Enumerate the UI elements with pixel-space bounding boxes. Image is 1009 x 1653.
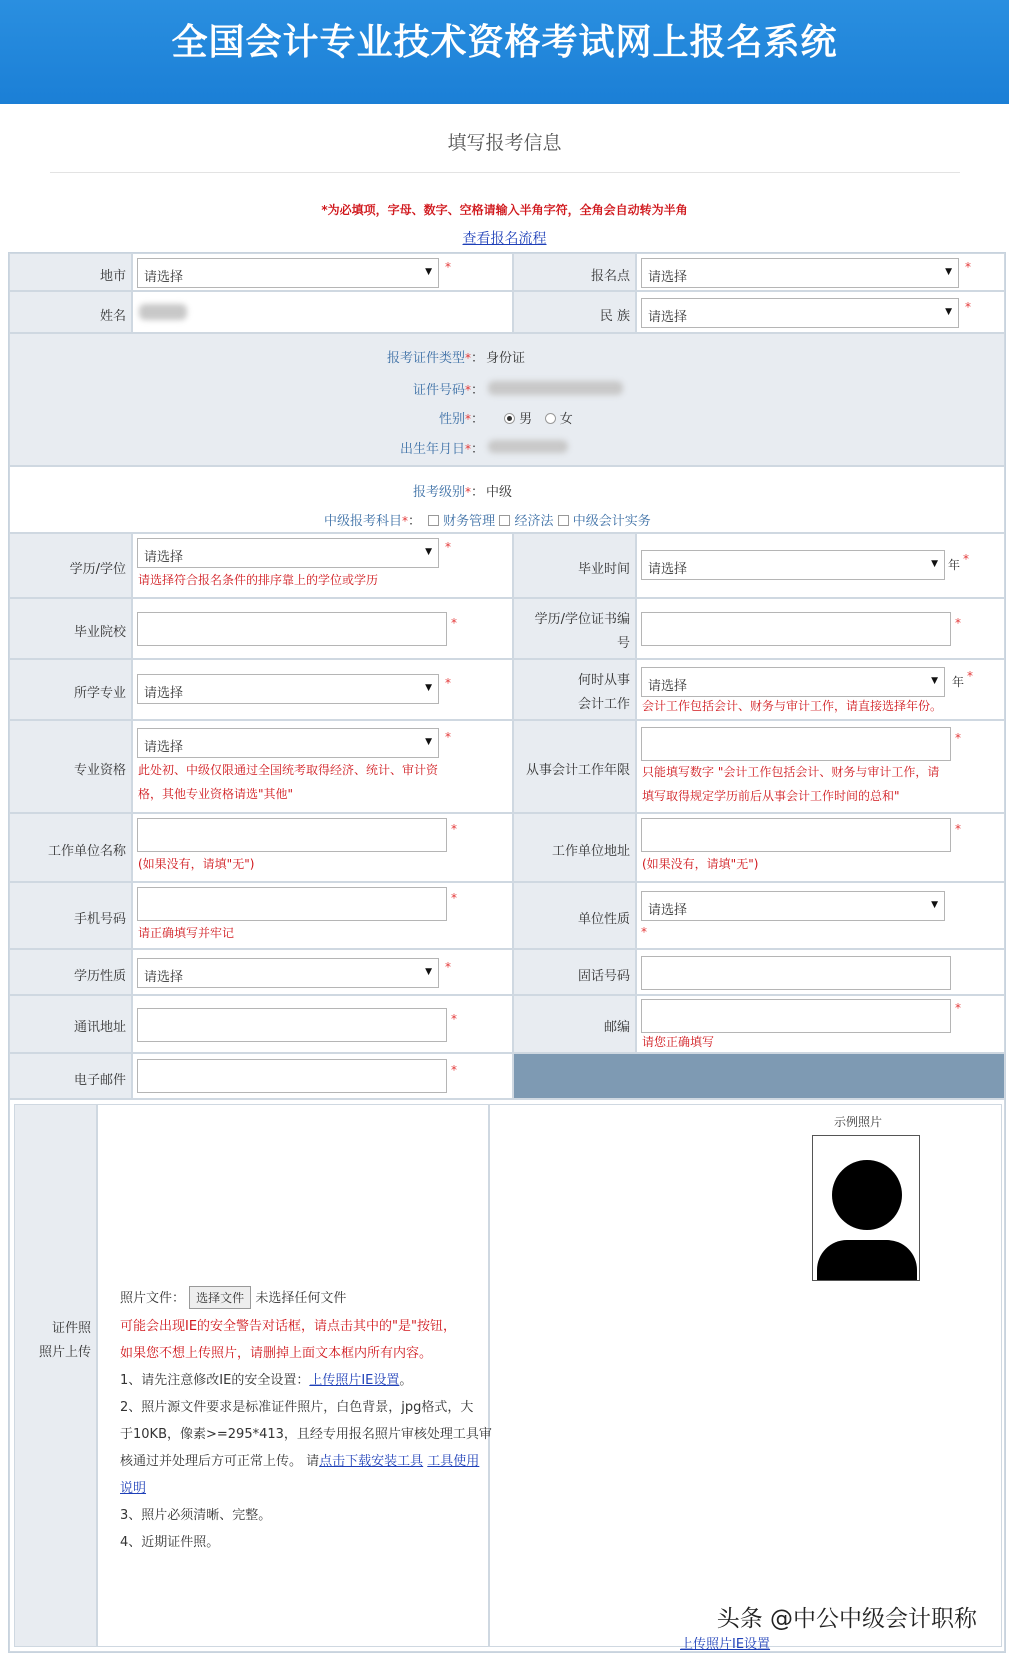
warn-line2: 如果您不想上传照片，请删掉上面文本框内所有内容。 [120,1346,433,1361]
gender-radio-group [504,408,573,427]
grad-time-select[interactable] [641,550,945,580]
chevron-down-icon: ▼ [945,267,952,277]
no-file-text: 未选择任何文件 [255,1291,347,1306]
edu-type-input-cell [132,949,513,995]
mobile-hint: 请正确填写并牢记 [138,926,235,940]
colon: ： [470,383,484,398]
major-select[interactable] [137,674,439,704]
required-mark: * [401,514,408,528]
photo-label-line2: 照片上传 [38,1345,91,1360]
major-input-cell [132,659,513,720]
required-mark: * [955,616,961,630]
page-title: 填写报考信息 [447,132,562,154]
title-divider [50,172,960,173]
subject-label: 中级会计实务 [572,514,651,529]
required-mark: * [464,412,471,426]
cert-no-label-line2: 号 [616,636,630,651]
work-years-label-cell [513,720,636,813]
chevron-down-icon: ▼ [945,307,952,317]
gender-male-radio[interactable] [504,413,515,424]
required-mark: * [965,260,971,274]
qualification-label-cell [9,720,132,813]
unit-type-select-value: 请选择 [648,903,688,918]
employer-input[interactable] [137,818,447,852]
level-label-group [413,481,484,500]
major-label-cell [9,659,132,720]
subjects-label: 中级报考科目 [323,514,402,529]
work-start-label-line1: 何时从事 [577,673,630,688]
school-input[interactable] [137,612,447,646]
required-mark: * [451,1063,457,1077]
postcode-input-cell [636,995,1005,1053]
major-label: 所学专业 [73,686,126,701]
chevron-down-icon: ▼ [425,547,432,557]
employer-input-cell [132,813,513,882]
qualification-select[interactable] [137,728,439,758]
work-start-label-line2: 会计工作 [577,697,630,712]
school-input-cell [132,598,513,659]
mobile-input[interactable] [137,887,447,921]
colon: ： [407,514,421,529]
edu-type-label: 学历性质 [73,969,126,984]
level-label: 报考级别 [412,485,465,500]
subject-label: 财务管理 [443,514,496,529]
required-mark: * [445,730,451,744]
degree-label: 学历/学位 [69,562,126,577]
colon: ： [470,442,484,457]
step2-line3-text: 核通过并处理后方可正常上传。 请 [120,1454,320,1469]
chevron-down-icon: ▼ [931,676,938,686]
employer-addr-input[interactable] [641,818,951,852]
address-label-cell [9,995,132,1053]
phone-input-cell [636,949,1005,995]
degree-hint: 请选择符合报名条件的排序靠上的学位或学历 [138,573,379,587]
ie-settings-link-text[interactable]: 上传照片IE设置 [680,1637,771,1652]
required-mark: * [464,442,471,456]
major-select-value: 请选择 [144,686,184,701]
required-mark: * [445,540,451,554]
qualification-label: 专业资格 [73,763,126,778]
tool-instructions-link[interactable]: 说明 [120,1481,147,1496]
colon: ： [470,412,484,427]
grad-time-input-cell [636,533,1005,598]
mobile-label-cell [9,882,132,949]
chevron-down-icon: ▼ [931,559,938,569]
bottom-ie-settings-link[interactable] [680,1633,770,1652]
city-label-cell [9,253,132,291]
registration-form [8,252,1006,1653]
work-years-hint-line1: 只能填写数字 "会计工作包括会计、财务与审计工作，请 [642,765,940,779]
edu-type-label-cell [9,949,132,995]
birthdate-redacted [488,440,568,453]
city-input-cell [132,253,513,291]
unit-type-input-cell [636,882,1005,949]
edu-type-select-value: 请选择 [144,970,184,985]
ie-settings-link[interactable]: 上传照片IE设置 [309,1373,400,1388]
edu-type-select[interactable] [137,958,439,988]
qualification-hint-line1: 此处初、中级仅限通过全国统考取得经济、统计、审计资 [138,763,439,777]
work-start-select-value: 请选择 [648,679,688,694]
email-label: 电子邮件 [73,1073,126,1088]
mobile-label: 手机号码 [73,912,126,927]
employer-addr-hint: (如果没有，请填"无") [642,857,759,871]
ethnicity-input-cell [636,291,1005,333]
birthdate-label: 出生年月日 [399,442,465,457]
required-mark: * [451,891,457,905]
cert-no-label-line1: 学历/学位证书编 [534,612,630,627]
required-mark: * [445,260,451,274]
watermark-text: 头条 @中公中级会计职称 [716,1606,977,1632]
exam-point-input-cell [636,253,1005,291]
file-row [120,1286,346,1309]
required-mark: * [641,925,647,939]
required-mark: * [464,351,471,365]
ethnicity-select[interactable] [641,298,959,328]
email-label-cell [9,1053,132,1099]
unit-type-label: 单位性质 [577,912,630,927]
employer-addr-input-cell [636,813,1005,882]
birthdate-label-group [400,438,484,457]
work-years-input-cell [636,720,1005,813]
subject-checkbox[interactable] [428,515,439,526]
name-value-cell [132,291,513,333]
postcode-label-cell [513,995,636,1053]
id-info-block [9,333,1005,466]
step2-line3 [120,1450,479,1469]
exam-point-label-cell [513,253,636,291]
city-select-value: 请选择 [144,270,184,285]
id-number-label: 证件号码 [412,383,465,398]
step1-line [120,1369,412,1388]
name-label: 姓名 [99,309,126,324]
tool-usage-link[interactable]: 工具使用 [427,1454,480,1469]
exam-point-select[interactable] [641,258,959,288]
employer-addr-label: 工作单位地址 [551,844,630,859]
level-value: 中级 [486,485,513,500]
required-mark: * [464,383,471,397]
required-mark: * [965,300,971,314]
subjects-checkbox-group [428,510,651,529]
address-input-cell [132,995,513,1053]
chevron-down-icon: ▼ [425,737,432,747]
grad-time-select-value: 请选择 [648,562,688,577]
grad-time-label-cell [513,533,636,598]
gender-female-radio[interactable] [545,413,556,424]
subjects-label-group [324,510,421,529]
id-type-label-group [387,347,484,366]
address-label: 通讯地址 [73,1020,126,1035]
employer-hint: (如果没有，请填"无") [138,857,255,871]
photo-sample-cell [489,1104,1002,1652]
view-flow-link[interactable]: 查看报名流程 [462,231,547,247]
step4-line: 4、近期证件照。 [120,1535,220,1550]
sample-photo [812,1135,920,1281]
unit-type-select[interactable] [641,891,945,921]
required-mark: * [963,552,969,566]
avatar-head-icon [832,1160,902,1230]
empty-filler-cell [513,1053,1005,1099]
required-mark: * [464,485,471,499]
avatar-body-icon [817,1240,917,1281]
system-title: 全国会计专业技术资格考试网上报名系统 [171,22,838,63]
name-label-cell [9,291,132,333]
year-unit: 年 [948,558,961,572]
cert-no-input[interactable] [641,612,951,646]
chevron-down-icon: ▼ [931,900,938,910]
required-mark: * [955,1001,961,1015]
exam-point-select-value: 请选择 [648,270,688,285]
warn-line1: 可能会出现IE的安全警告对话框，请点击其中的"是"按钮， [120,1319,457,1334]
city-select[interactable] [137,258,439,288]
postcode-input[interactable] [641,999,951,1033]
gender-label-group [439,408,484,427]
email-input[interactable] [137,1059,447,1093]
download-tool-link[interactable]: 点击下载安装工具 [319,1454,424,1469]
qualification-hint-line2: 格，其他专业资格请选"其他" [138,787,294,801]
name-value-redacted [139,304,187,320]
email-input-cell [132,1053,513,1099]
subject-label: 经济法 [514,514,554,529]
work-start-input-cell [636,659,1005,720]
id-number-label-group [413,379,484,398]
subject-checkbox[interactable] [499,515,510,526]
school-label-cell [9,598,132,659]
chevron-down-icon: ▼ [425,267,432,277]
gender-male-label: 男 [519,412,533,427]
gender-female-label: 女 [559,412,573,427]
cert-no-label-cell [513,598,636,659]
employer-label-cell [9,813,132,882]
subject-checkbox[interactable] [558,515,569,526]
required-mark: * [451,616,457,630]
chevron-down-icon: ▼ [425,967,432,977]
postcode-hint: 请您正确填写 [642,1035,715,1049]
employer-label: 工作单位名称 [47,844,126,859]
required-mark: * [451,822,457,836]
ethnicity-select-value: 请选择 [648,310,688,325]
year-unit: 年 [952,675,965,689]
id-number-redacted [488,381,623,395]
phone-label-cell [513,949,636,995]
required-mark: * [955,731,961,745]
school-label: 毕业院校 [73,625,126,640]
step2-line4 [120,1477,146,1496]
required-mark: * [967,669,973,683]
colon: ： [470,351,484,366]
ethnicity-label: 民 族 [599,309,630,324]
unit-type-label-cell [513,882,636,949]
address-input[interactable] [137,1008,447,1042]
photo-label-line1: 证件照 [51,1321,91,1336]
header-banner [0,0,1009,104]
step2-line1: 2、照片源文件要求是标准证件照片，白色背景，jpg格式，大 [120,1400,474,1415]
id-type-value: 身份证 [486,351,526,366]
file-label: 照片文件： [120,1291,186,1306]
work-years-input[interactable] [641,727,951,761]
step1-end: 。 [399,1373,413,1388]
cert-no-input-cell [636,598,1005,659]
required-mark: * [445,676,451,690]
id-type-label: 报考证件类型 [386,351,465,366]
step3-line: 3、照片必须清晰、完整。 [120,1508,272,1523]
phone-input[interactable] [641,956,951,990]
required-mark: * [955,822,961,836]
choose-file-button[interactable]: 选择文件 [189,1286,251,1309]
step1-text: 1、请先注意修改IE的安全设置： [120,1373,310,1388]
photo-label-cell [14,1104,97,1647]
required-mark: * [445,960,451,974]
degree-label-cell [9,533,132,598]
work-start-label-cell [513,659,636,720]
work-years-hint-line2: 填写取得规定学历前后从事会计工作时间的总和" [642,789,900,803]
photo-upload-block [9,1099,1005,1652]
exam-level-block [9,466,1005,533]
step2-line2: 于10KB，像素>=295*413，且经专用报名照片审核处理工具审 [120,1427,492,1442]
grad-time-label: 毕业时间 [577,562,630,577]
gender-label: 性别 [438,412,465,427]
required-mark: * [451,1012,457,1026]
degree-input-cell [132,533,513,598]
qualification-input-cell [132,720,513,813]
sample-photo-label: 示例照片 [834,1115,883,1129]
degree-select-value: 请选择 [144,550,184,565]
ethnicity-label-cell [513,291,636,333]
employer-addr-label-cell [513,813,636,882]
exam-point-label: 报名点 [590,269,630,284]
chevron-down-icon: ▼ [425,683,432,693]
postcode-label: 邮编 [603,1020,630,1035]
mobile-input-cell [132,882,513,949]
qualification-select-value: 请选择 [144,740,184,755]
city-label: 地市 [99,269,126,284]
required-notice: *为必填项，字母、数字、空格请输入半角字符，全角会自动转为半角 [321,203,688,217]
phone-label: 固话号码 [577,969,630,984]
colon: ： [470,485,484,500]
work-start-hint: 会计工作包括会计、财务与审计工作，请直接选择年份。 [642,699,943,713]
work-years-label: 从事会计工作年限 [525,763,630,778]
degree-select[interactable] [137,538,439,568]
